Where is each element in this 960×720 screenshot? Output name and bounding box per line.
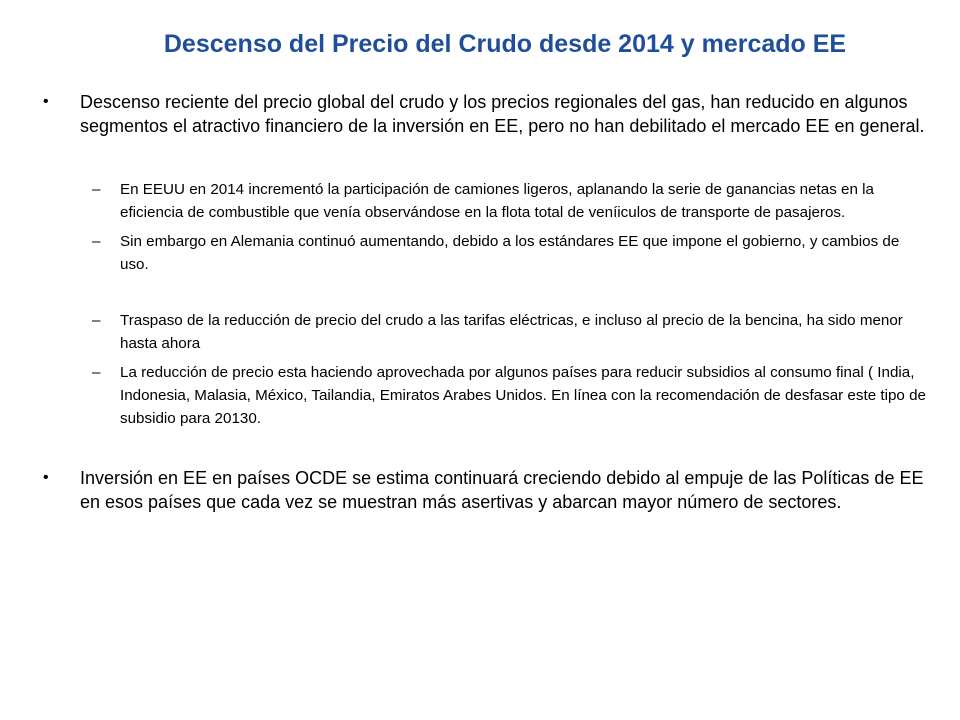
bullet-icon: • [43, 469, 49, 486]
bullet-icon: • [43, 93, 49, 110]
bullet-text: Inversión en EE en países OCDE se estima continuará creciendo debido al empuje de las Políticas de EE en esos países que cada vez se muestran más asertivas y abarcan mayor número de sectores. [80, 468, 924, 512]
dash-icon: – [92, 233, 101, 250]
sub-item-3 [92, 309, 926, 355]
slide-title: Descenso del Precio del Crudo desde 2014 y mercado EE [163, 30, 847, 58]
bullet-item-2 [43, 466, 925, 514]
dash-icon: – [92, 364, 101, 381]
sub-item-4 [92, 361, 926, 430]
sub-item-text: Traspaso de la reducción de precio del crudo a las tarifas eléctricas, e incluso al precio de la bencina, ha sido menor hasta ahora [120, 312, 903, 352]
sub-item-1 [92, 178, 926, 224]
slide-content [0, 90, 960, 514]
bullet-item-1 [43, 90, 925, 138]
dash-icon: – [92, 312, 101, 329]
sub-item-text: En EEUU en 2014 incrementó la participación de camiones ligeros, aplanando la serie de ganancias netas en la eficiencia de combustible que venía observándose en la flota total de veníiculos de transporte de pasajeros. [120, 181, 874, 221]
sub-item-2 [92, 230, 926, 276]
dash-icon: – [92, 181, 101, 198]
sub-item-text: Sin embargo en Alemania continuó aumentando, debido a los estándares EE que impone el gobierno, y cambios de uso. [120, 233, 900, 273]
bullet-text: Descenso reciente del precio global del crudo y los precios regionales del gas, han reducido en algunos segmentos el atractivo financiero de la inversión en EE, pero no han debilitado el mercado EE en general. [80, 92, 925, 136]
sub-item-text: La reducción de precio esta haciendo aprovechada por algunos países para reducir subsidios al consumo final ( India, Indonesia, Malasia, México, Tailandia, Emiratos Arabes Unidos. En línea con la recomendación de desfasar este tipo de subsidio para 20130. [120, 364, 926, 427]
